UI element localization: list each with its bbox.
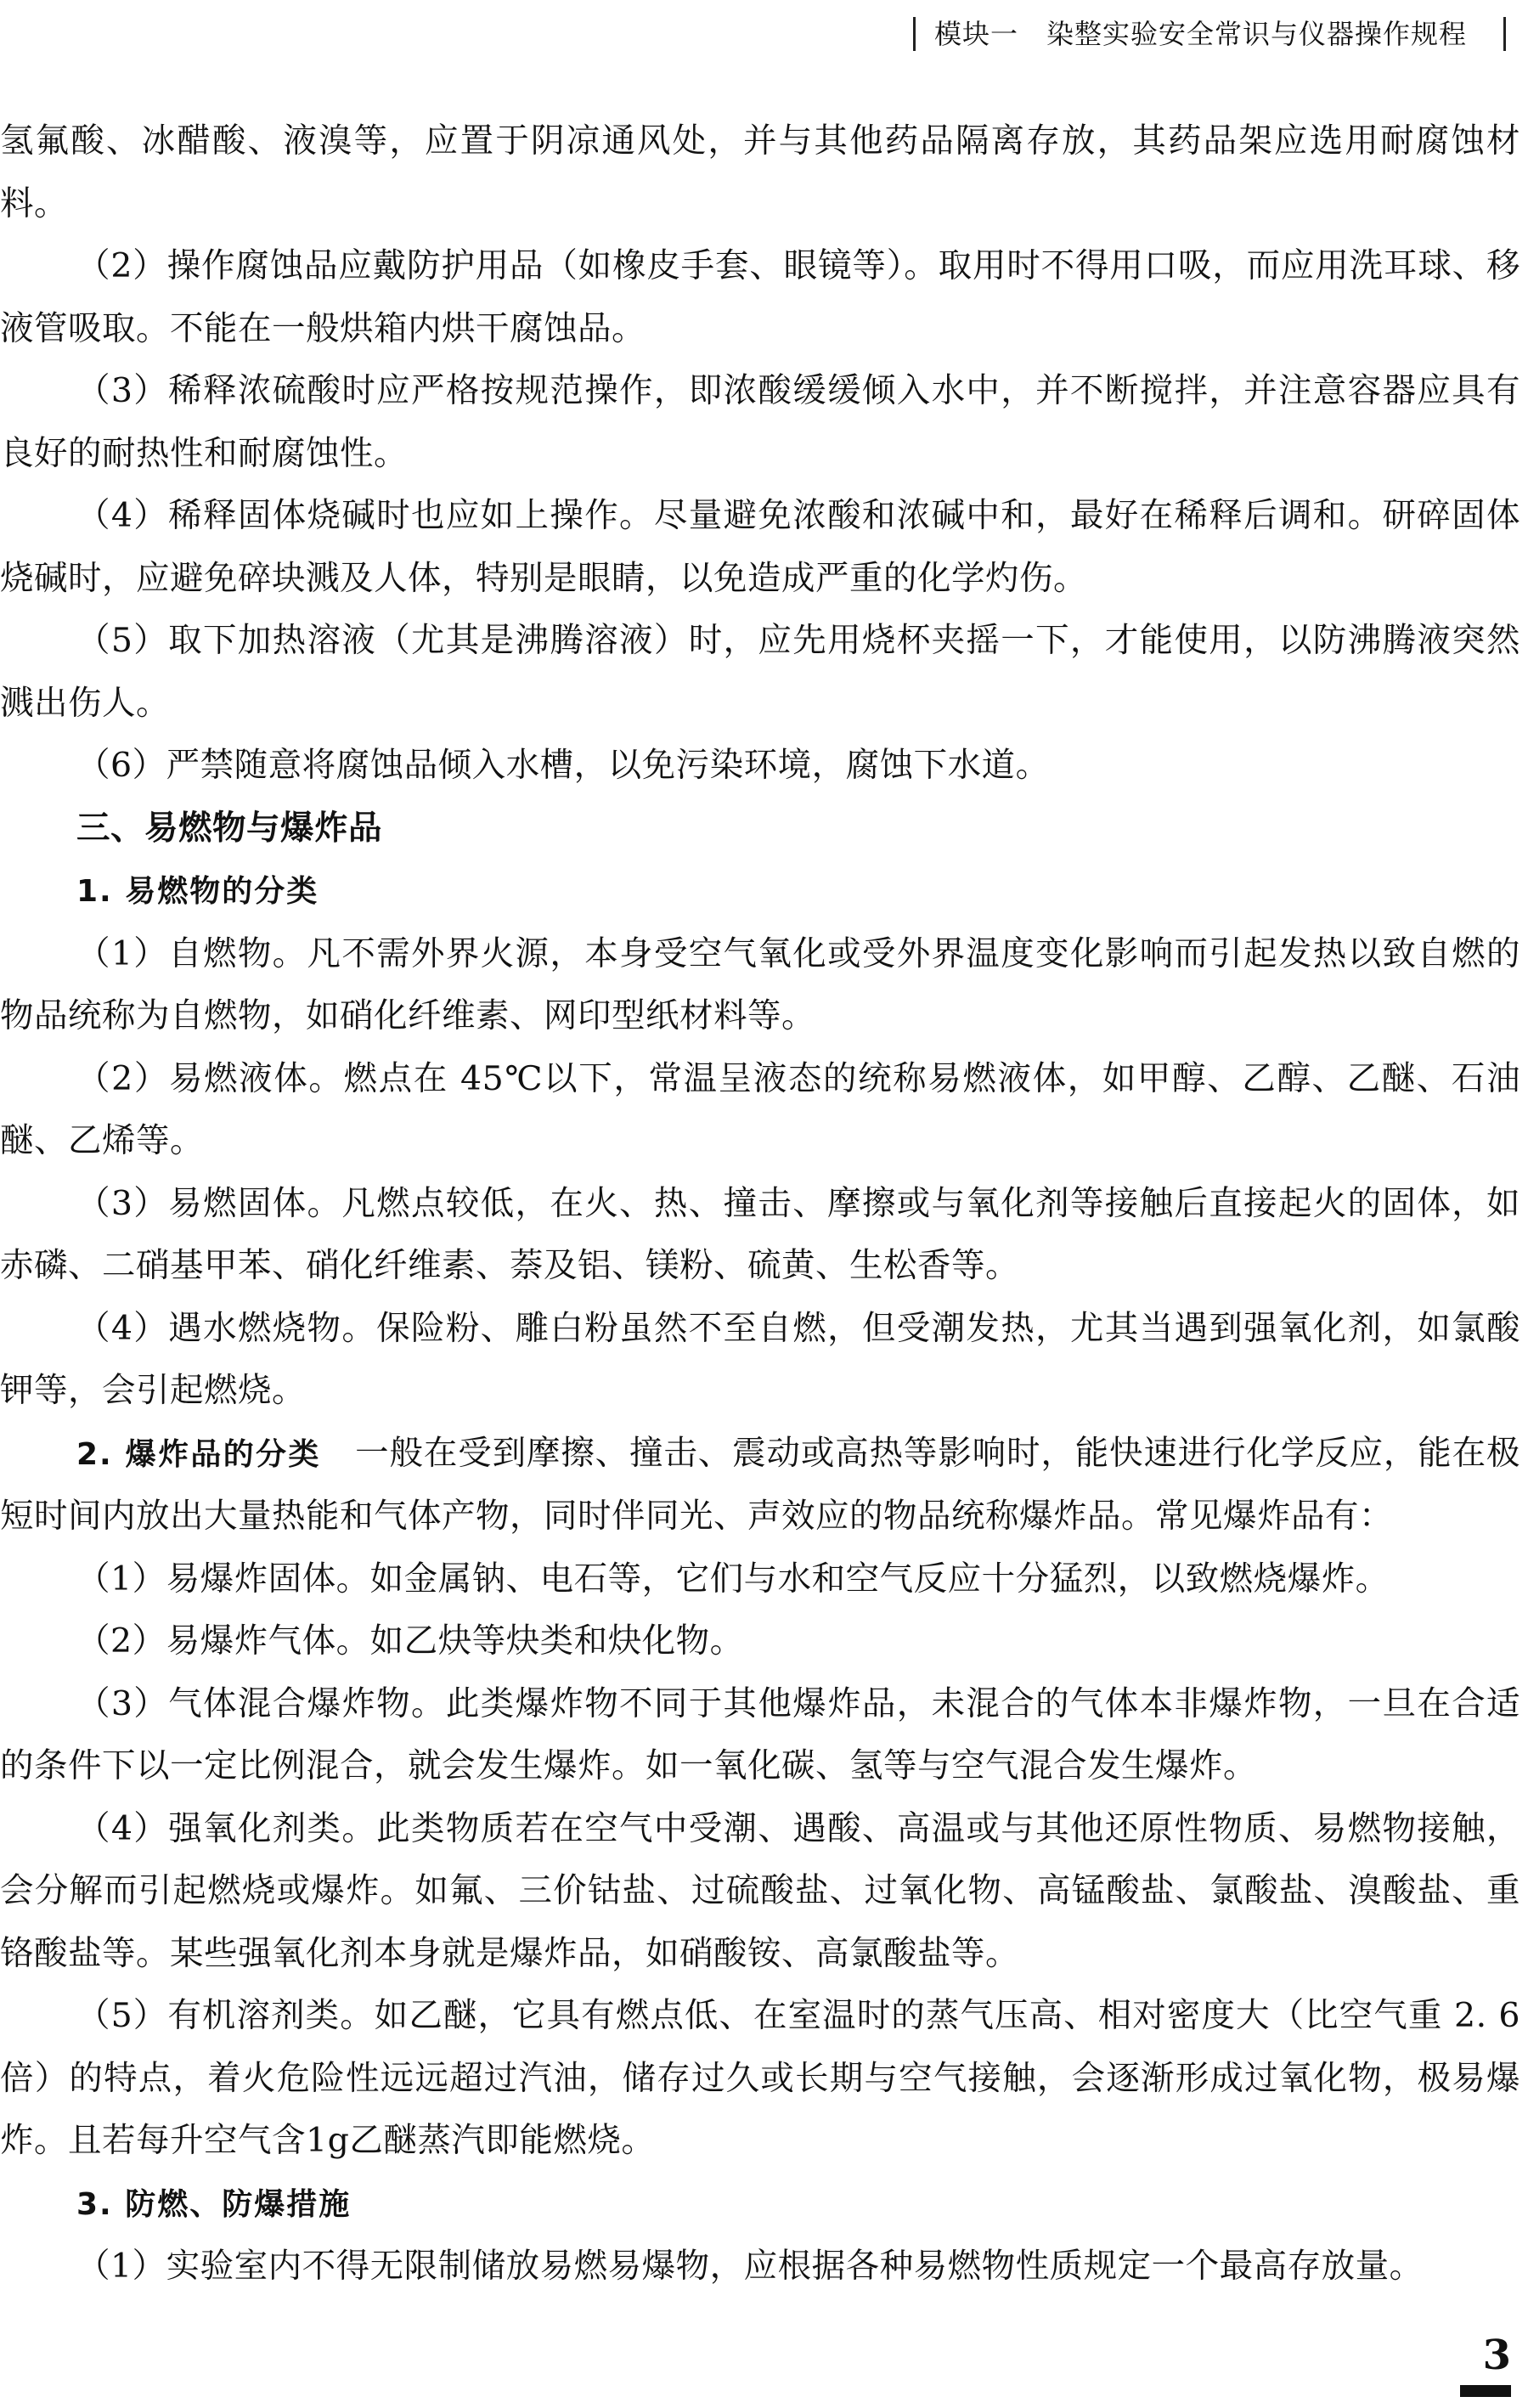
- subsection-title: 1. 易燃物的分类: [76, 874, 319, 909]
- paragraph: （5）有机溶剂类。如乙醚，它具有燃点低、在室温时的蒸气压高、相对密度大（比空气重 2. 6倍）的特点，着火危险性远远超过汽油，储存过久或长期与空气接触，会逐渐形成过氧化物，极易爆炸。且若每升空气含1g乙醚蒸汽即能燃烧。: [0, 1996, 1520, 2160]
- paragraph: （5）取下加热溶液（尤其是沸腾溶液）时，应先用烧杯夹摇一下，才能使用，以防沸腾液突然溅出伤人。: [0, 621, 1520, 723]
- paragraph: （2）操作腐蚀品应戴防护用品（如橡皮手套、眼镜等）。取用时不得用口吸，而应用洗耳球、移液管吸取。不能在一般烘箱内烘干腐蚀品。: [0, 246, 1520, 348]
- page-body: [0, 110, 1520, 2298]
- subsection-heading: [0, 860, 1520, 923]
- subsection-heading: [0, 2173, 1520, 2236]
- paragraph: （3）稀释浓硫酸时应严格按规范操作，即浓酸缓缓倾入水中，并不断搅拌，并注意容器应具有良好的耐热性和耐腐蚀性。: [0, 371, 1520, 473]
- subsection-heading: [0, 1423, 1520, 1548]
- running-header: [0, 10, 1528, 70]
- paragraph: 氢氟酸、冰醋酸、液溴等，应置于阴凉通风处，并与其他药品隔离存放，其药品架应选用耐腐蚀材料。: [0, 121, 1520, 223]
- paragraph: （3）气体混合爆炸物。此类爆炸物不同于其他爆炸品，未混合的气体本非爆炸物，一旦在合适的条件下以一定比例混合，就会发生爆炸。如一氧化碳、氢等与空气混合发生爆炸。: [0, 1683, 1520, 1785]
- subsection-text: 一般在受到摩擦、撞击、震动或高热等影响时，能快速进行化学反应，能在极短时间内放出大量热能和气体产物，同时伴同光、声效应的物品统称爆炸品。常见爆炸品有：: [0, 1433, 1520, 1536]
- paragraph: （2）易爆炸气体。如乙炔等炔类和炔化物。: [76, 1621, 744, 1661]
- paragraph: （4）遇水燃烧物。保险粉、雕白粉虽然不至自燃，但受潮发热，尤其当遇到强氧化剂，如氯酸钾等，会引起燃烧。: [0, 1308, 1520, 1410]
- section-heading: 三、易燃物与爆炸品: [76, 808, 382, 848]
- paragraph: （6）严禁随意将腐蚀品倾入水槽，以免污染环境，腐蚀下水道。: [76, 746, 1050, 785]
- subsection-title: 2. 爆炸品的分类: [76, 1436, 321, 1472]
- paragraph: （4）稀释固体烧碱时也应如上操作。尽量避免浓酸和浓碱中和，最好在稀释后调和。研碎固体烧碱时，应避免碎块溅及人体，特别是眼睛，以免造成严重的化学灼伤。: [0, 496, 1520, 598]
- paragraph: （2）易燃液体。燃点在 45℃以下，常温呈液态的统称易燃液体，如甲醇、乙醇、乙醚、石油醚、乙烯等。: [0, 1058, 1520, 1160]
- header-title: 模块一 染整实验安全常识与仪器操作规程: [934, 18, 1468, 50]
- subsection-title: 3. 防燃、防爆措施: [76, 2186, 352, 2222]
- page-number: 3: [1482, 2332, 1511, 2379]
- paragraph: （1）实验室内不得无限制储放易燃易爆物，应根据各种易燃物性质规定一个最高存放量。: [76, 2247, 1424, 2286]
- paragraph: （4）强氧化剂类。此类物质若在空气中受潮、遇酸、高温或与其他还原性物质、易燃物接触，会分解而引起燃烧或爆炸。如氟、三价钴盐、过硫酸盐、过氧化物、高锰酸盐、氯酸盐、溴酸盐、重铬酸盐等。某些强氧化剂本身就是爆炸品，如硝酸铵、高氯酸盐等。: [0, 1808, 1520, 1973]
- paragraph: （1）易爆炸固体。如金属钠、电石等，它们与水和空气反应十分猛烈，以致燃烧爆炸。: [76, 1559, 1390, 1599]
- header-divider-right: [1503, 17, 1506, 51]
- paragraph: （1）自燃物。凡不需外界火源，本身受空气氧化或受外界温度变化影响而引起发热以致自燃的物品统称为自燃物，如硝化纤维素、网印型纸材料等。: [0, 933, 1520, 1035]
- header-divider-left: [913, 17, 916, 51]
- paragraph: （3）易燃固体。凡燃点较低，在火、热、撞击、摩擦或与氧化剂等接触后直接起火的固体，如赤磷、二硝基甲苯、硝化纤维素、萘及铝、镁粉、硫黄、生松香等。: [0, 1183, 1520, 1285]
- page-number-bar: [1460, 2385, 1511, 2397]
